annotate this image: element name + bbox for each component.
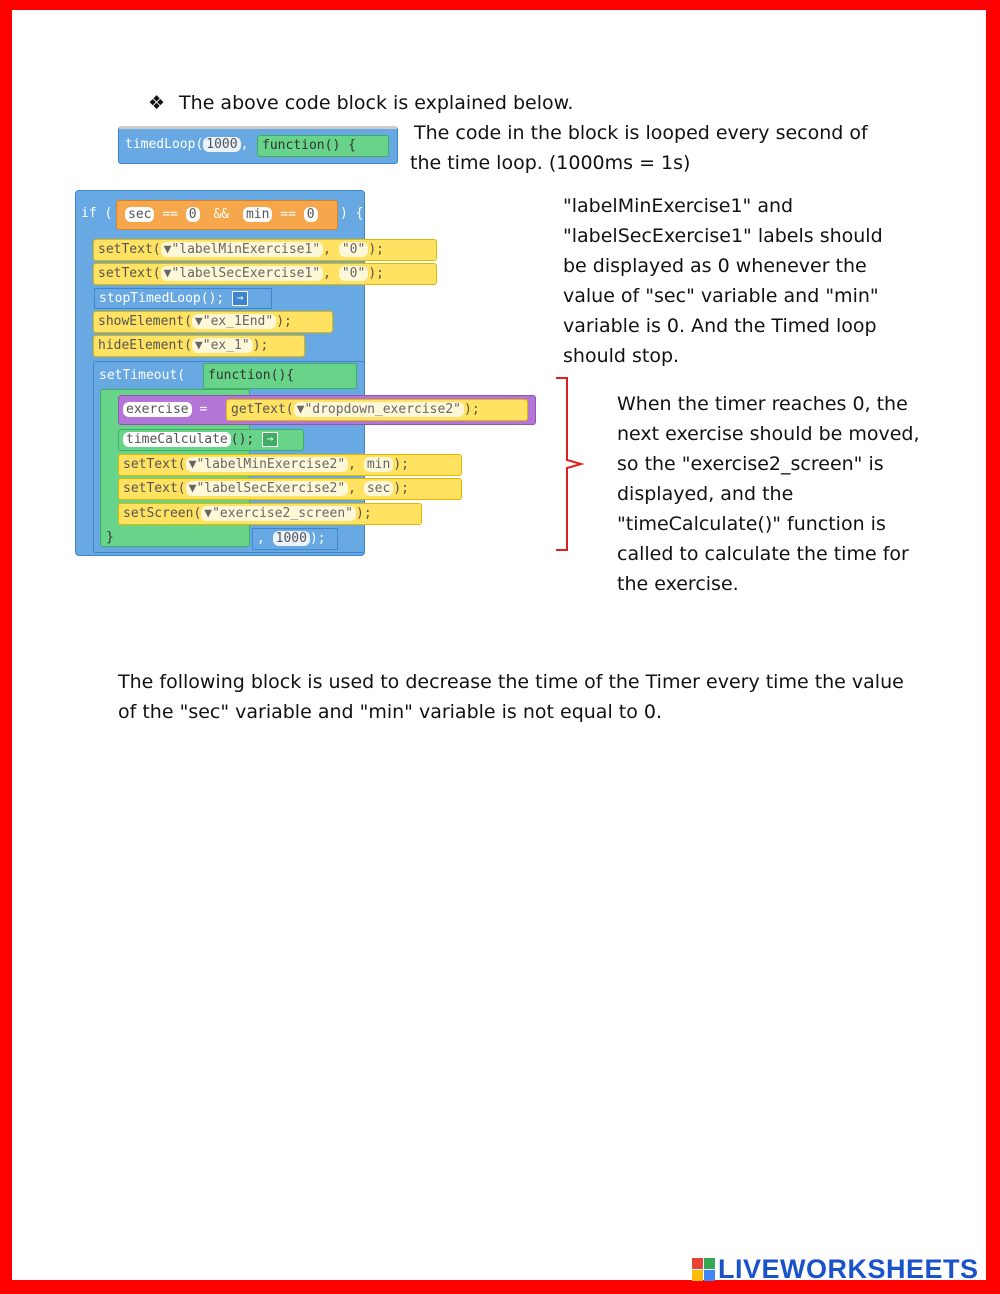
timedloop-function-block	[257, 135, 389, 157]
desc-line: should stop.	[563, 345, 680, 367]
settext-inner-line: setText( ▼"labelSecExercise2" , sec );	[118, 478, 462, 500]
if-condition	[116, 200, 338, 230]
timecalculate-line: timeCalculate (); →	[118, 429, 304, 451]
min-variable: min	[243, 207, 272, 222]
desc-line: variable is 0. And the Timed loop	[563, 315, 877, 337]
hide-element-line: hideElement( ▼"ex_1" );	[93, 335, 305, 357]
desc-line: so the "exercise2_screen" is	[617, 453, 884, 475]
if-keyword: if (	[81, 206, 113, 221]
desc-line: When the timer reaches 0, the	[617, 393, 908, 415]
timedloop-arg: 1000	[203, 137, 240, 152]
following-paragraph	[118, 667, 904, 727]
settimeout-fn: setTimeout(	[99, 368, 186, 383]
desc-line: the exercise.	[617, 573, 739, 595]
function-close-brace: }	[106, 530, 114, 545]
logo-text: LIVEWORKSHEETS	[718, 1253, 979, 1284]
block1-desc-line: The code in the block is looped every second of	[414, 122, 868, 144]
desc-line: displayed, and the	[617, 483, 794, 505]
settext-line: setText( ▼"labelMinExercise1" , "0" );	[93, 239, 437, 261]
timeout-delay: , 1000 );	[252, 528, 338, 550]
logo-icon	[692, 1258, 715, 1281]
timedloop-block	[118, 126, 398, 164]
arrow-icon: →	[232, 291, 248, 306]
bullet-icon: ❖	[148, 92, 166, 114]
paragraph-line: of the "sec" variable and "min" variable is not equal to 0.	[118, 701, 663, 723]
and-operator: &&	[213, 207, 230, 222]
if-close: ) {	[340, 206, 364, 221]
settext-inner-line: setText( ▼"labelMinExercise2" , min );	[118, 454, 462, 476]
gettext-block: getText( ▼"dropdown_exercise2" );	[226, 399, 528, 421]
zero-literal: 0	[186, 207, 200, 222]
eq-operator: ==	[280, 207, 296, 222]
stop-timed-loop: stopTimedLoop(); →	[94, 288, 272, 309]
desc-line: value of "sec" variable and "min"	[563, 285, 879, 307]
desc-line: "labelSecExercise1" labels should	[563, 225, 883, 247]
desc-line: called to calculate the time for	[617, 543, 909, 565]
show-element-line: showElement( ▼"ex_1End" );	[93, 311, 333, 333]
if-description	[563, 191, 883, 371]
desc-line: "labelMinExercise1" and	[563, 195, 794, 217]
exercise-assign-line: exercise =	[118, 395, 536, 425]
intro-text: The above code block is explained below.	[179, 92, 574, 114]
eq-operator: ==	[162, 207, 178, 222]
liveworksheets-logo[interactable]	[692, 1253, 979, 1285]
paragraph-line: The following block is used to decrease the time of the Timer every time the value	[118, 671, 904, 693]
zero-literal: 0	[304, 207, 318, 222]
desc-line: "timeCalculate()" function is	[617, 513, 886, 535]
settext-line: setText( ▼"labelSecExercise1" , "0" );	[93, 263, 437, 285]
timedloop-fn: timedLoop(	[125, 137, 204, 152]
timedloop-comma: ,	[240, 137, 249, 152]
settimeout-function: function(){	[203, 363, 357, 389]
block1-desc-line: the time loop. (1000ms = 1s)	[410, 152, 691, 174]
curly-brace-icon	[553, 376, 585, 552]
desc-line: be displayed as 0 whenever the	[563, 255, 867, 277]
setscreen-line: setScreen( ▼"exercise2_screen" );	[118, 503, 422, 525]
arrow-icon: →	[262, 432, 278, 447]
block1-description	[410, 118, 868, 178]
desc-line: next exercise should be moved,	[617, 423, 920, 445]
sec-variable: sec	[125, 207, 154, 222]
intro-line	[148, 90, 573, 116]
timeout-description	[617, 389, 920, 599]
timedloop-function-text: function() {	[262, 138, 356, 153]
